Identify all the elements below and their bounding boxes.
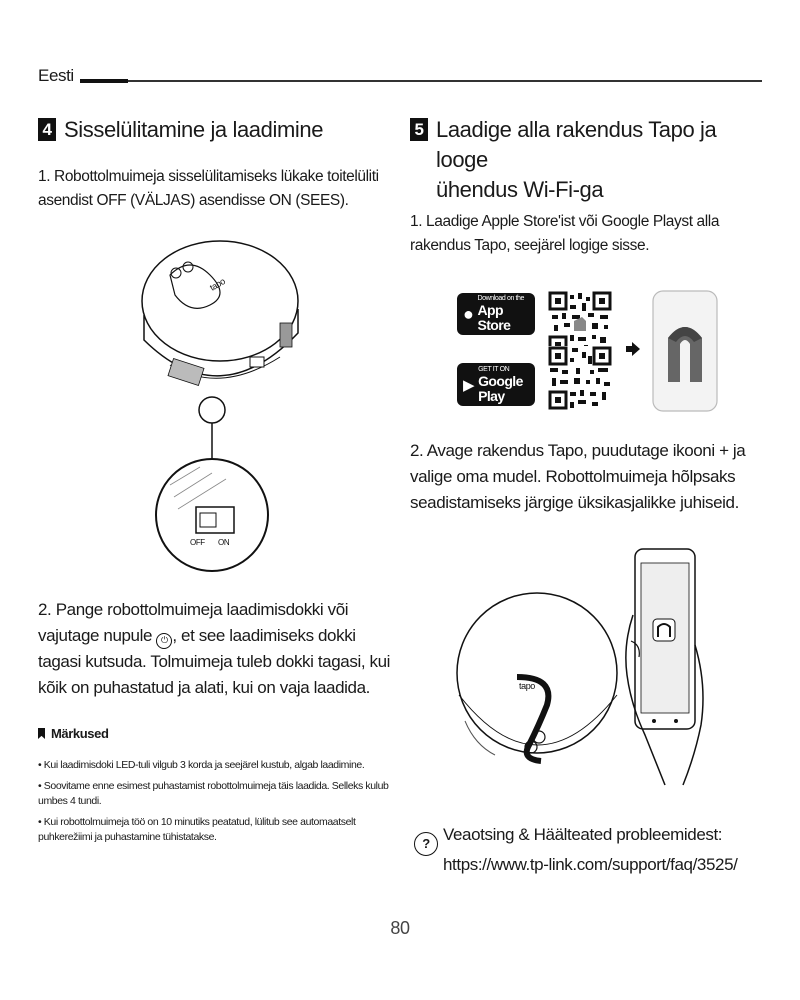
question-icon: ?: [414, 832, 438, 856]
switch-on-label: ON: [218, 538, 230, 547]
app-store-small-text: Download on the: [477, 295, 525, 302]
section5-step1: 1. Laadige Apple Store'ist või Google Playst alla rakendus Tapo, seejärel logige sisse.: [410, 213, 720, 254]
note-item: • Kui robottolmuimeja töö on 10 minutiks peatatud, lülitub see automaatselt puhkerežiimi ja puhastamine tühistatakse.: [38, 816, 356, 843]
section4-step2: [38, 597, 390, 701]
google-play-large-text: Google Play: [478, 372, 523, 404]
header-rule-accent: [80, 79, 128, 83]
language-label: Eesti: [38, 66, 74, 85]
bookmark-icon: [38, 728, 45, 739]
app-store-badge[interactable]: [457, 293, 535, 335]
step2-text-a: 2. Pange robottolmuimeja laadimisdokki või vajutage nupule: [38, 600, 349, 645]
apple-icon: ●: [463, 303, 474, 324]
section5-title-line1: Laadige alla rakendus Tapo ja looge: [436, 117, 717, 172]
robot-logo-text: tapo: [208, 276, 227, 293]
section4-number: 4: [38, 118, 56, 141]
section4-heading: [38, 115, 323, 145]
robot-phone-illustration: [455, 545, 715, 795]
section5-title-line2: ühendus Wi-Fi-ga: [436, 177, 604, 202]
section4-step1: 1. Robottolmuimeja sisselülitamiseks lükake toitelüliti asendist OFF (VÄLJAS) asendisse ON (SEES).: [38, 168, 379, 209]
section4-title: Sisselülitamine ja laadimine: [64, 117, 324, 142]
notes-heading: [38, 726, 109, 741]
robot-logo-text-2: tapo: [519, 681, 535, 691]
switch-off-label: OFF: [190, 538, 205, 547]
section5-title: [436, 115, 770, 205]
page-number: 80: [390, 918, 410, 938]
notes-list: [38, 758, 400, 851]
step2-text-b: , et see laadimiseks dokki tagasi kutsuda. Tolmuimeja tuleb dokki tagasi, kui kõik on puhastatud ja alati, kui on vaja laadida.: [38, 626, 390, 697]
google-play-small-text: GET IT ON: [478, 365, 510, 373]
faq-line1: Veaotsing & Häälteated probleemidest:: [443, 825, 723, 844]
faq-block: [443, 820, 737, 880]
section5-number: 5: [410, 118, 428, 141]
google-play-icon: ▶: [463, 376, 475, 394]
google-play-badge[interactable]: [457, 363, 535, 406]
app-store-large-text: App Store: [477, 302, 511, 333]
header-rule: [128, 80, 762, 82]
power-button-icon: ⏻: [156, 633, 172, 649]
faq-link[interactable]: https://www.tp-link.com/support/faq/3525/: [443, 855, 738, 874]
section5-step2: 2. Avage rakendus Tapo, puudutage ikooni + ja valige oma mudel. Robottolmuimeja hõlpsaks seadistamiseks järgige üksikasjalikke juhiseid.: [410, 441, 746, 512]
google-play-qr-code[interactable]: [548, 346, 612, 410]
tapo-app-icon[interactable]: [652, 290, 718, 412]
note-item: • Kui laadimisdoki LED-tuli vilgub 3 korda ja seejärel kustub, algab laadimine.: [38, 759, 365, 771]
section5-heading: [410, 115, 770, 205]
robot-switch-illustration: [130, 235, 310, 585]
notes-title: Märkused: [51, 726, 109, 741]
arrow-right-icon: [626, 342, 640, 356]
note-item: • Soovitame enne esimest puhastamist robottolmuimeja täis laadida. Selleks kulub umbes 4 tundi.: [38, 780, 389, 807]
